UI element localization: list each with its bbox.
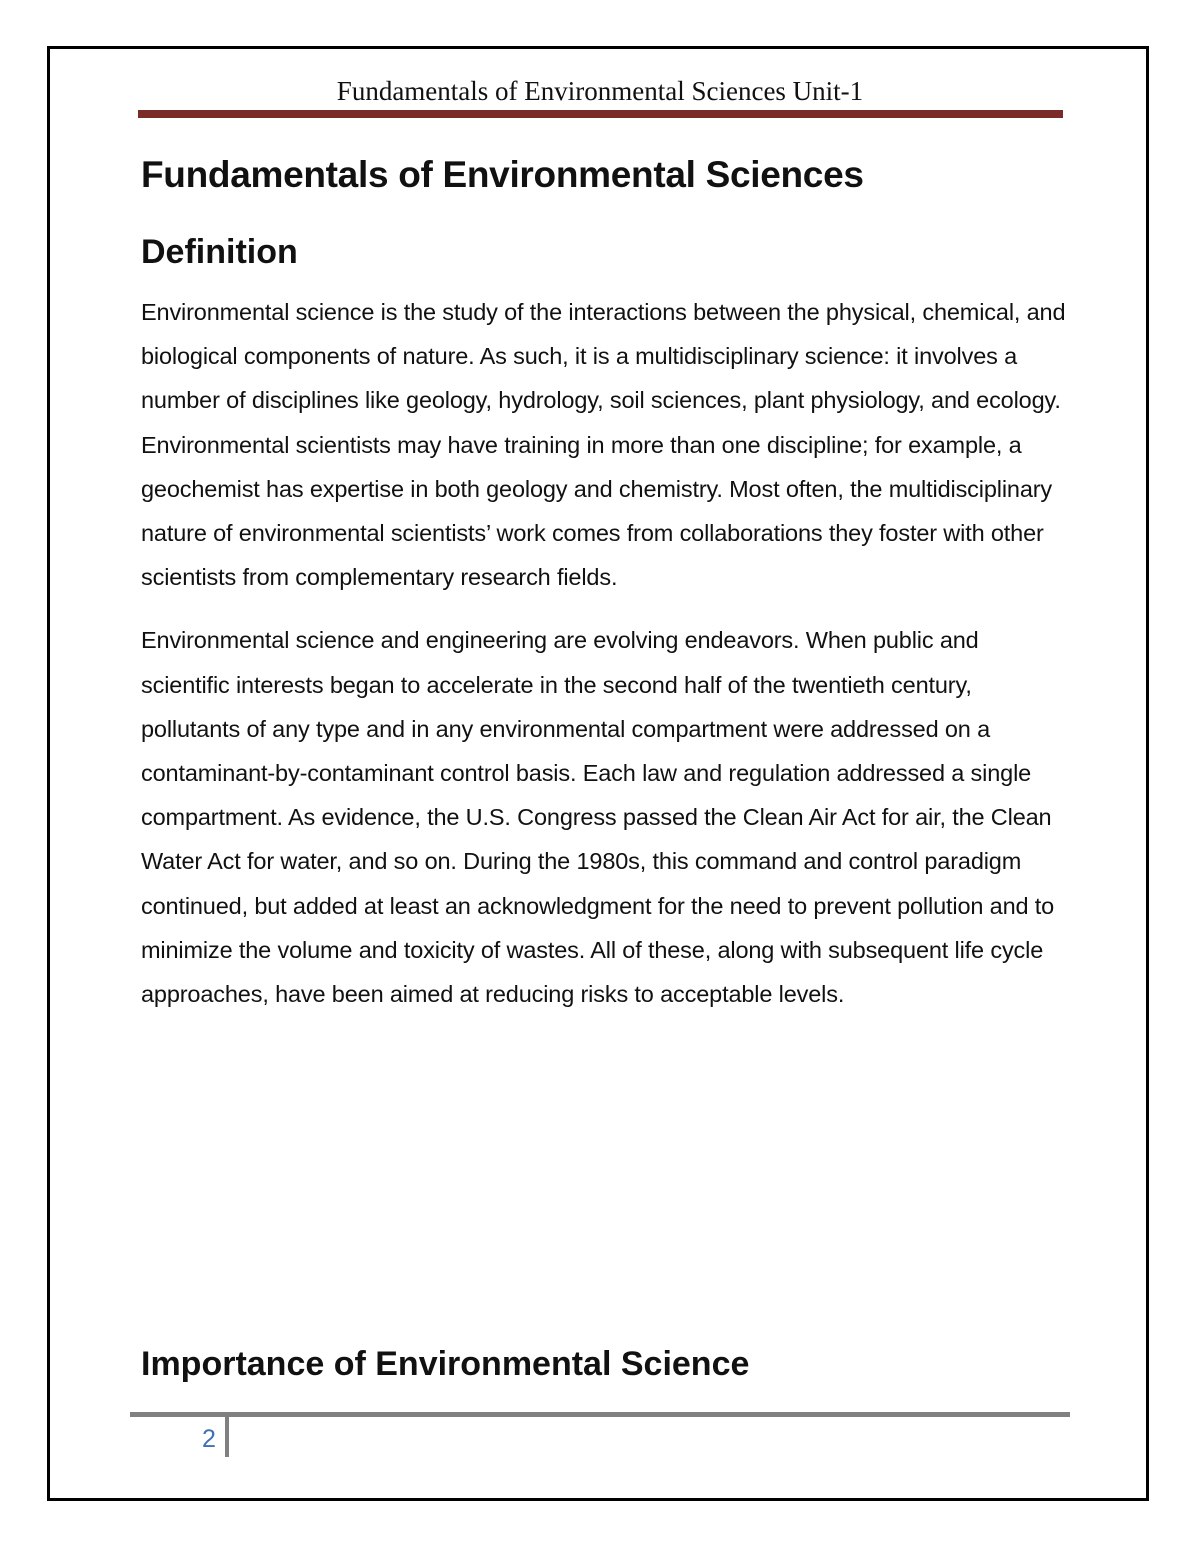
footer-divider [225, 1417, 229, 1457]
definition-paragraph-1: Environmental science is the study of the interactions between the physical, chemical, and biological components of nature. As such, it is a multidisciplinary science: it involves a number of disciplines like geology, hydrology, soil sciences, plant physiology, and ecology. Environmental scientists may have training in more than one discipline; for example, a geochemist has expertise in both geology and chemistry. Most often, the multidisciplinary nature of environmental scientists’ work comes from collaborations they foster with other scientists from complementary research fields. [141, 299, 1066, 591]
page-content [141, 148, 1066, 1016]
running-header: Fundamentals of Environmental Sciences Unit-1 [336, 76, 864, 106]
footer-rule [130, 1412, 1070, 1417]
definition-paragraph-2: Environmental science and engineering are evolving endeavors. When public and scientific interests began to accelerate in the second half of the twentieth century, pollutants of any type and in any environmental compartment were addressed on a contaminant-by-contaminant control basis. Each law and regulation addressed a single compartment. As evidence, the U.S. Congress passed the Clean Air Act for air, the Clean Water Act for water, and so on. During the 1980s, this command and control paradigm continued, but added at least an acknowledgment for the need to prevent pollution and to minimize the volume and toxicity of wastes. All of these, along with subsequent life cycle approaches, have been aimed at reducing risks to acceptable levels. [141, 627, 1055, 1008]
document-title: Fundamentals of Environmental Sciences [141, 154, 864, 195]
page-number: 2 [202, 1425, 216, 1453]
importance-heading: Importance of Environmental Science [141, 1345, 750, 1383]
header-rule [138, 110, 1063, 118]
definition-heading: Definition [141, 233, 298, 271]
